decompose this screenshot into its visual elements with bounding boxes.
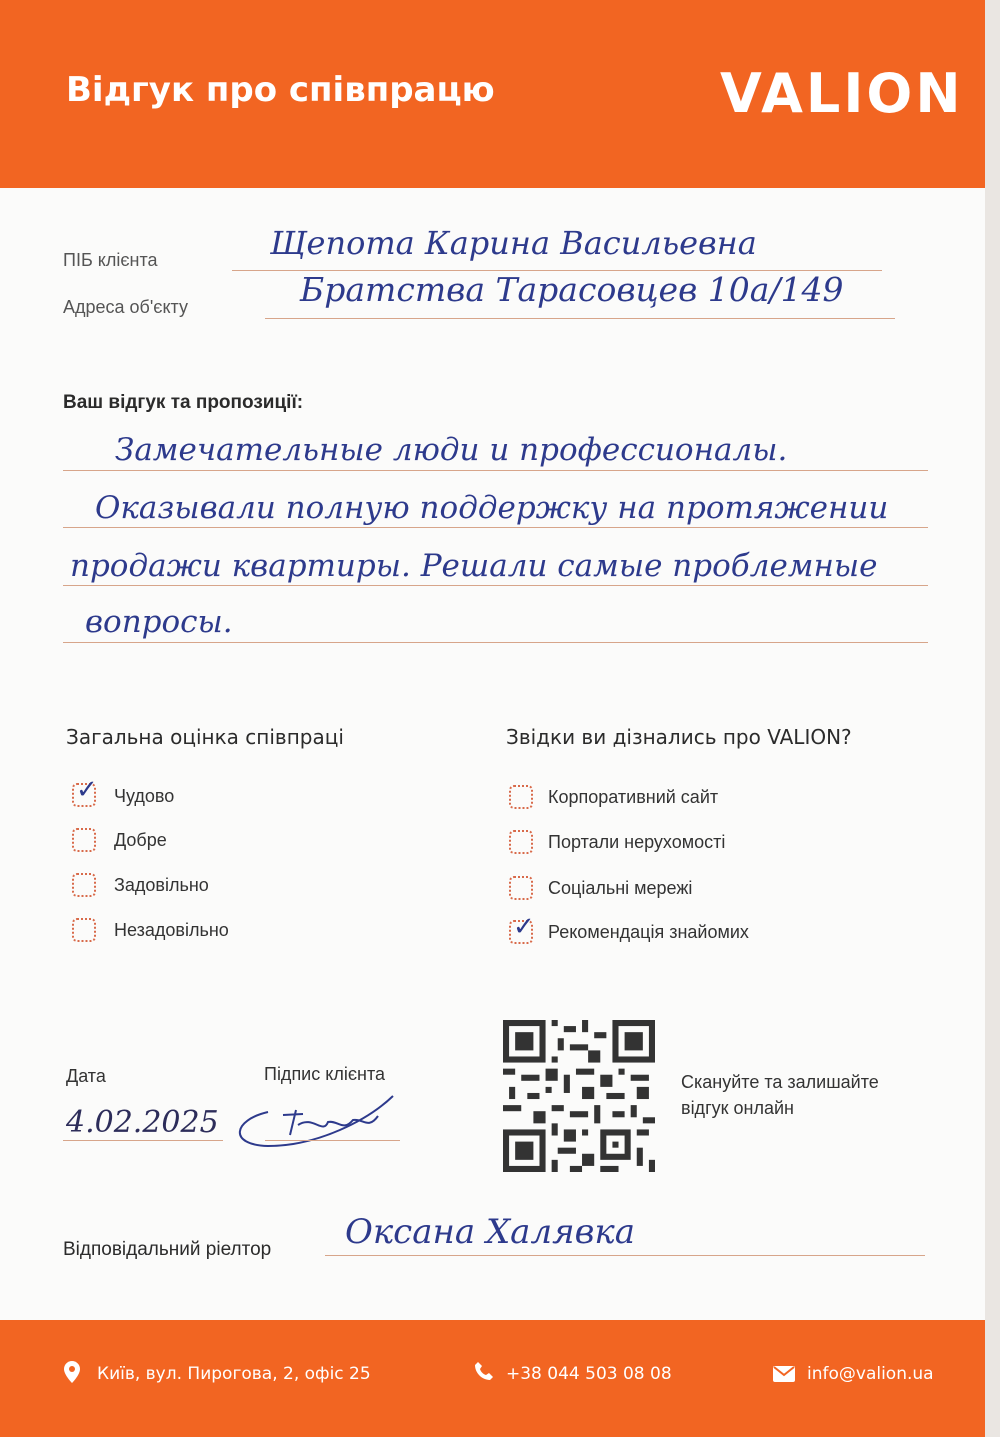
address-label: Адреса об'єкту <box>63 297 189 317</box>
rating-checkbox-satisfactory[interactable] <box>72 873 96 897</box>
location-pin-icon <box>64 1361 80 1383</box>
rating-label-satisfactory: Задовільно <box>114 875 209 895</box>
feedback-line-3[interactable]: продажи квартиры. Решали самые проблемные <box>70 548 878 584</box>
footer-phone[interactable]: +38 044 503 08 08 <box>506 1364 672 1384</box>
rating-checkbox-unsatisfactory[interactable] <box>72 918 96 942</box>
rating-label-good: Добре <box>114 830 167 850</box>
source-label-recommendation: Рекомендація знайомих <box>548 922 749 942</box>
phone-icon <box>474 1361 494 1381</box>
source-checkbox-website[interactable] <box>509 785 533 809</box>
date-label: Дата <box>66 1066 106 1086</box>
footer-address: Київ, вул. Пирогова, 2, офіс 25 <box>97 1364 371 1384</box>
source-label-portals: Портали нерухомості <box>548 832 726 852</box>
rating-title: Загальна оцінка співпраці <box>66 725 344 749</box>
client-signature[interactable] <box>228 1080 408 1155</box>
valion-logo: VALION <box>720 62 964 125</box>
feedback-rule-4 <box>63 642 928 643</box>
feedback-rule-3 <box>63 585 928 586</box>
date-line <box>63 1140 223 1141</box>
signature-line <box>265 1140 400 1141</box>
source-label-website: Корпоративний сайт <box>548 787 719 807</box>
address-line <box>265 318 895 319</box>
feedback-line-1[interactable]: Замечательные люди и профессионалы. <box>115 432 788 468</box>
qr-caption-line1: Скануйте та залишайте <box>681 1072 879 1092</box>
realtor-value[interactable]: Оксана Халявка <box>345 1212 635 1252</box>
address-value[interactable]: Братства Тарасовцев 10а/149 <box>300 270 844 309</box>
feedback-rule-2 <box>63 527 928 528</box>
source-checkbox-portals[interactable] <box>509 830 533 854</box>
source-checkbox-recommendation[interactable] <box>509 912 535 944</box>
feedback-label: Ваш відгук та пропозиції: <box>63 392 304 413</box>
rating-checkbox-good[interactable] <box>72 828 96 852</box>
feedback-line-4[interactable]: вопросы. <box>85 604 233 640</box>
feedback-line-2[interactable]: Оказывали полную поддержку на протяжении <box>95 490 889 526</box>
feedback-rule-1 <box>63 470 928 471</box>
source-title: Звідки ви дізнались про VALION? <box>506 725 852 749</box>
realtor-label: Відповідальний ріелтор <box>63 1239 272 1260</box>
source-label-social: Соціальні мережі <box>548 878 693 898</box>
source-checkbox-social[interactable] <box>509 876 533 900</box>
rating-label-excellent: Чудово <box>114 786 175 806</box>
rating-checkbox-excellent[interactable] <box>72 775 98 807</box>
date-value[interactable]: 4.02.2025 <box>66 1105 219 1140</box>
qr-code[interactable] <box>503 1020 655 1172</box>
qr-caption-line2: відгук онлайн <box>681 1098 794 1118</box>
footer-email[interactable]: info@valion.ua <box>807 1364 934 1384</box>
client-name-label: ПІБ клієнта <box>63 250 158 270</box>
checkmark-icon: ✓ <box>76 775 98 805</box>
form-title: Відгук про співпрацю <box>66 70 495 110</box>
realtor-line <box>325 1255 925 1256</box>
checkmark-icon: ✓ <box>513 912 535 942</box>
signature-label: Підпис клієнта <box>264 1064 385 1084</box>
client-name-value[interactable]: Щепота Карина Васильевна <box>270 224 757 262</box>
rating-label-unsatisfactory: Незадовільно <box>114 920 229 940</box>
email-icon <box>773 1366 795 1382</box>
